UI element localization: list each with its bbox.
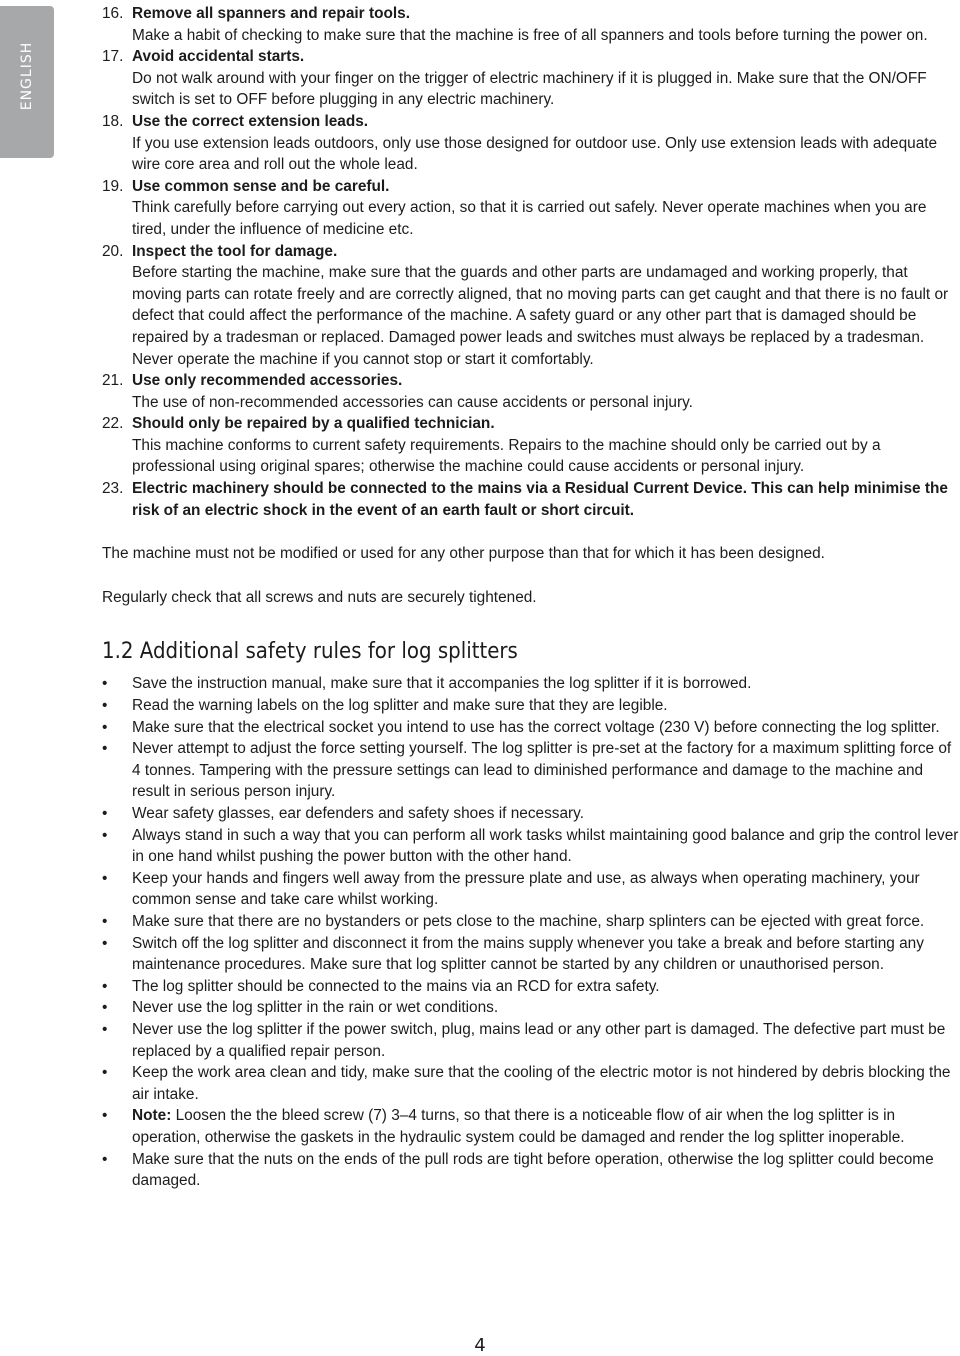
bullet-icon: • bbox=[102, 977, 108, 995]
list-item: • Keep your hands and fingers well away from the pressure plate and use, as always when operating machinery, your common sense and take care whilst working. bbox=[102, 868, 960, 911]
item-heading: Use only recommended accessories. bbox=[132, 372, 403, 390]
list-item: • Make sure that the electrical socket you intend to use has the correct voltage (230 V) before connecting the log splitter. bbox=[102, 717, 960, 739]
bullet-icon: • bbox=[102, 912, 108, 930]
item-text: Think carefully before carrying out every action, so that it is carried out safely. Never operate machines when you are tired, under the influence of medicine etc. bbox=[132, 199, 927, 238]
numbered-item bbox=[102, 370, 960, 413]
list-item: • Never attempt to adjust the force setting yourself. The log splitter is pre-set at the factory for a maximum splitting force of 4 tonnes. Tampering with the pressure settings can lead to diminished performance and damage to the machine and result in serious person injury. bbox=[102, 738, 960, 803]
item-text: Do not walk around with your finger on the trigger of electric machinery if it is plugged in. Make sure that the ON/OFF switch is set to OFF before plugging in any electric machinery. bbox=[132, 69, 927, 109]
bullet-icon: • bbox=[102, 999, 108, 1017]
bullet-icon: • bbox=[102, 805, 108, 822]
numbered-item bbox=[102, 111, 960, 176]
bullet-icon: • bbox=[102, 1020, 108, 1038]
bullet-icon: • bbox=[102, 1064, 108, 1082]
log-splitter-safety-list bbox=[102, 673, 960, 1191]
numbered-item bbox=[102, 478, 960, 521]
numbered-item bbox=[102, 241, 960, 371]
item-number: 19. bbox=[102, 177, 124, 195]
list-item: • Switch off the log splitter and disconnect it from the mains supply whenever you take a break and before starting any maintenance procedures. Make sure that log splitter cannot be started by any children or unauthorised person. bbox=[102, 933, 960, 976]
note-label: Note: bbox=[132, 1107, 172, 1125]
list-item: • Never use the log splitter in the rain or wet conditions. bbox=[102, 997, 960, 1019]
item-heading: Remove all spanners and repair tools. bbox=[132, 5, 410, 22]
list-item: • The log splitter should be connected to the mains via an RCD for extra safety. bbox=[102, 976, 960, 998]
item-number: 18. bbox=[102, 112, 124, 130]
bullet-icon: • bbox=[102, 869, 108, 887]
item-number: 17. bbox=[102, 48, 124, 66]
numbered-item bbox=[102, 46, 960, 111]
bullet-icon: • bbox=[102, 934, 108, 952]
language-tab-label: ENGLISH bbox=[19, 41, 35, 111]
item-number: 21. bbox=[102, 372, 124, 390]
item-number: 23. bbox=[102, 480, 124, 498]
item-text: Before starting the machine, make sure that the guards and other parts are undamaged and working properly, that moving parts can rotate freely and are correctly aligned, that no moving parts can get caught and that there is no fault or defect that could affect the performance of the machine. A safety guard or any other part that is damaged should be repaired by a tradesman or replaced. Damaged power leads and switches must always be replaced by a tradesman. Never operate the machine if you cannot stop or start it comfortably. bbox=[132, 264, 949, 368]
page-number: 4 bbox=[474, 1335, 486, 1356]
item-text: This machine conforms to current safety requirements. Repairs to the machine should only be carried out by a professional using original spares; otherwise the machine could cause accidents or personal injury. bbox=[132, 436, 881, 476]
item-heading: Use common sense and be careful. bbox=[132, 177, 390, 195]
numbered-item bbox=[102, 413, 960, 478]
bullet-icon: • bbox=[102, 718, 108, 736]
item-number: 20. bbox=[102, 242, 124, 260]
bullet-icon: • bbox=[102, 675, 108, 693]
bullet-icon: • bbox=[102, 740, 108, 758]
item-text: Make a habit of checking to make sure that the machine is free of all spanners and tools before turning the power on. bbox=[132, 26, 928, 44]
list-item: • Keep the work area clean and tidy, make sure that the cooling of the electric motor is not hindered by debris blocking the air intake. bbox=[102, 1062, 960, 1105]
list-item: • Always stand in such a way that you can perform all work tasks whilst maintaining good balance and grip the control lever in one hand whilst pushing the power button with the other hand. bbox=[102, 825, 960, 868]
item-number: 16. bbox=[102, 5, 124, 22]
page-content bbox=[102, 3, 960, 1192]
list-item: • Never use the log splitter if the power switch, plug, mains lead or any other part is damaged. The defective part must be replaced by a qualified repair person. bbox=[102, 1019, 960, 1062]
item-number: 22. bbox=[102, 415, 124, 433]
section-title: 1.2 Additional safety rules for log splitters bbox=[102, 639, 518, 665]
item-heading: Inspect the tool for damage. bbox=[132, 242, 338, 260]
item-heading: Electric machinery should be connected to the mains via a Residual Current Device. This can help minimise the risk of an electric shock in the event of an earth fault or short circuit. bbox=[132, 480, 948, 519]
paragraph-intended-use: The machine must not be modified or used for any other purpose than that for which it has been designed. bbox=[102, 545, 825, 563]
bullet-icon: • bbox=[102, 826, 108, 844]
bullet-icon: • bbox=[102, 1107, 108, 1125]
item-heading: Use the correct extension leads. bbox=[132, 112, 369, 130]
numbered-safety-list bbox=[102, 3, 960, 521]
list-item: • Save the instruction manual, make sure that it accompanies the log splitter if it is borrowed. bbox=[102, 673, 960, 695]
list-item: • Make sure that there are no bystanders or pets close to the machine, sharp splinters can be ejected with great force. bbox=[102, 911, 960, 933]
bullet-icon: • bbox=[102, 697, 108, 715]
list-item: • Note: Loosen the the bleed screw (7) 3–4 turns, so that there is a noticeable flow of air when the log splitter is in operation, otherwise the gaskets in the hydraulic system could be damaged and render the log splitter inoperable. bbox=[102, 1105, 960, 1148]
language-tab bbox=[0, 6, 54, 158]
list-item: • Make sure that the nuts on the ends of the pull rods are tight before operation, otherwise the log splitter could become damaged. bbox=[102, 1149, 960, 1192]
item-heading: Should only be repaired by a qualified technician. bbox=[132, 415, 495, 433]
numbered-item bbox=[102, 176, 960, 241]
numbered-item bbox=[102, 3, 960, 46]
item-text: If you use extension leads outdoors, only use those designed for outdoor use. Only use extension leads with adequate wire core area and roll out the whole lead. bbox=[132, 134, 938, 174]
list-item: • Wear safety glasses, ear defenders and safety shoes if necessary. bbox=[102, 803, 960, 825]
bullet-icon: • bbox=[102, 1150, 108, 1168]
item-text: The use of non-recommended accessories can cause accidents or personal injury. bbox=[132, 393, 693, 411]
item-heading: Avoid accidental starts. bbox=[132, 48, 305, 66]
paragraph-screws-check: Regularly check that all screws and nuts are securely tightened. bbox=[102, 588, 537, 606]
list-item: • Read the warning labels on the log splitter and make sure that they are legible. bbox=[102, 695, 960, 717]
